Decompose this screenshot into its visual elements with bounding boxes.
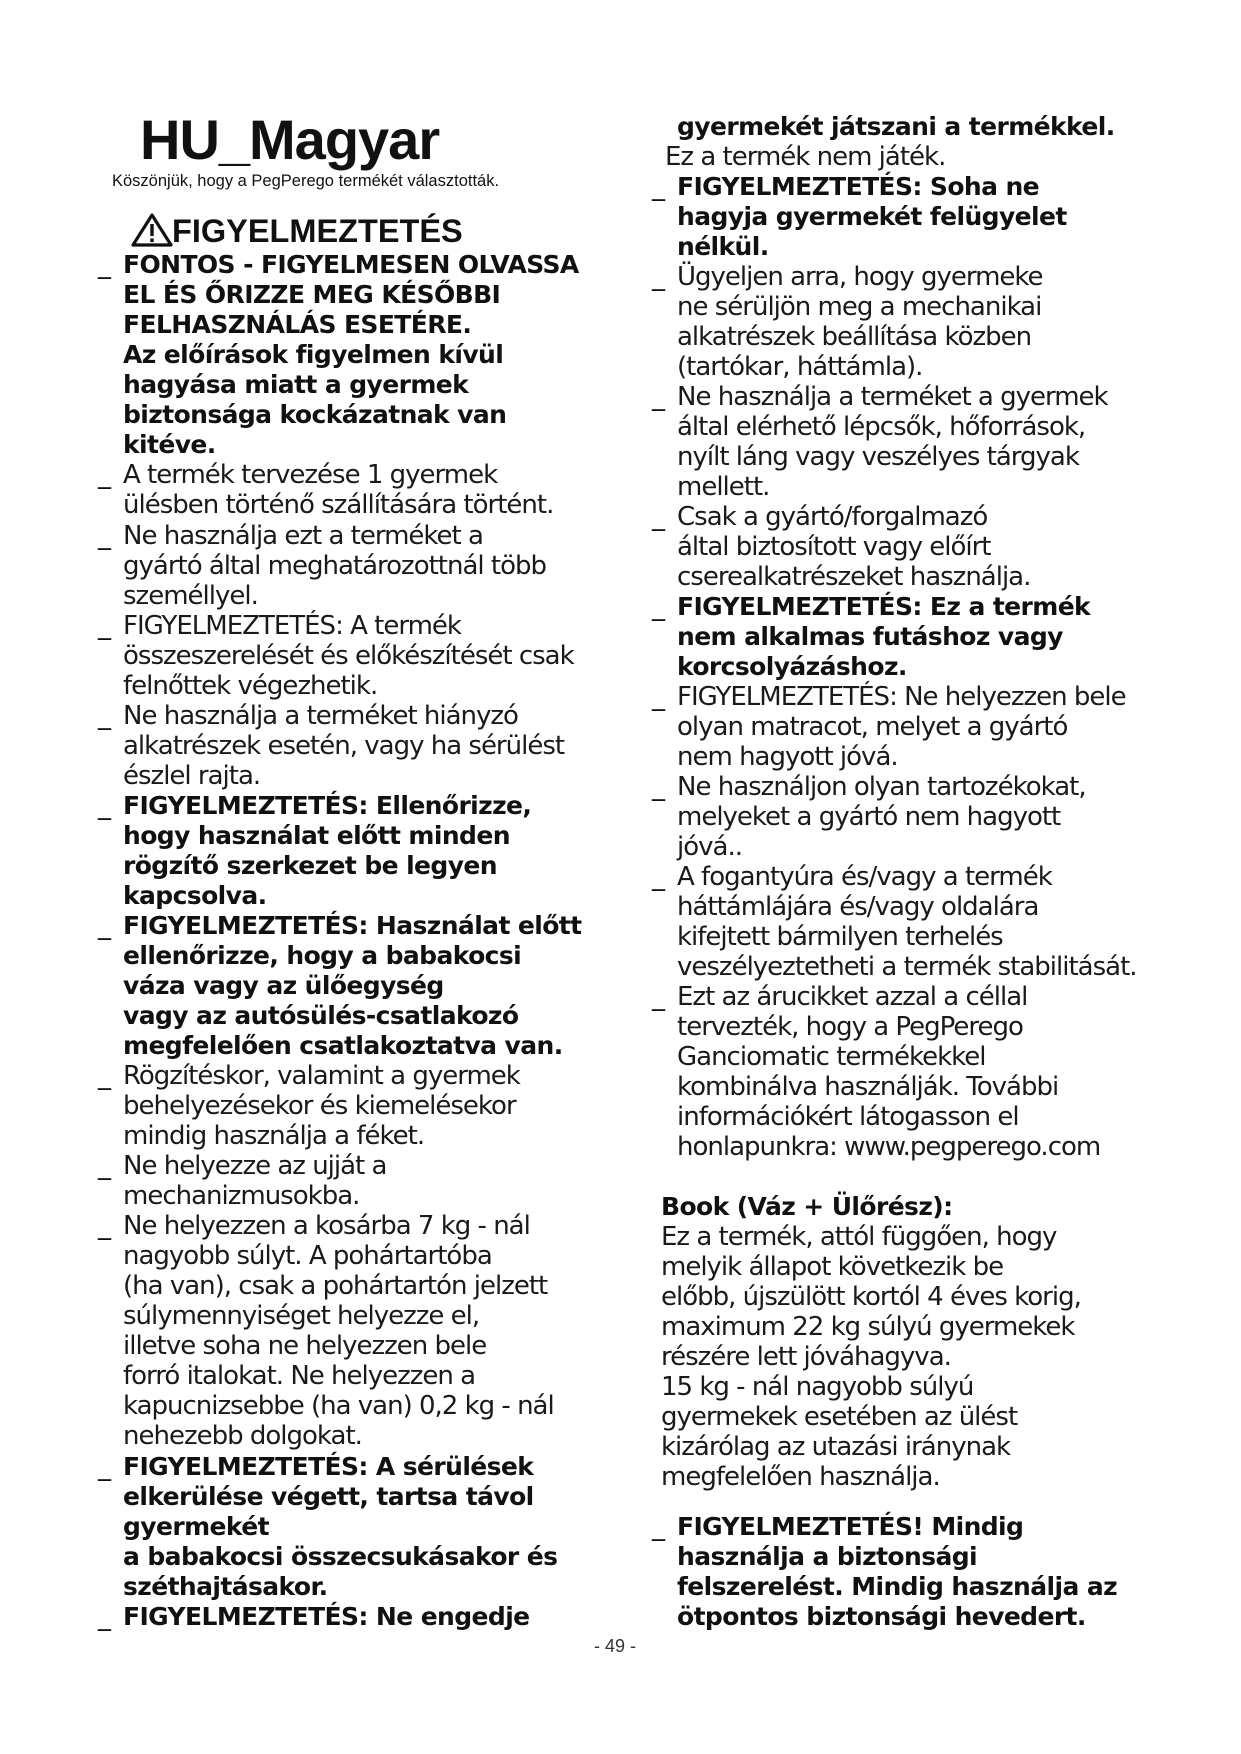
bullet-marker: _	[652, 682, 665, 712]
list-item-text: FIGYELMEZTETÉS: A sérülések elkerülése végett, tartsa távol gyermekét a babakocsi összecsukásakor és széthajtásakor.	[123, 1452, 558, 1601]
list-item-text: FIGYELMEZTETÉS! Mindig használja a biztonsági felszerelést. Mindig használja az ötpontos biztonsági hevedert.	[677, 1512, 1118, 1631]
bullet-marker: _	[98, 611, 111, 641]
list-item	[98, 701, 618, 791]
warning-triangle-icon	[130, 212, 174, 248]
list-item-text: Ne használja ezt a terméket a gyártó által meghatározottnál több személlyel.	[123, 521, 546, 611]
book-paragraph: Ez a termék, attól függően, hogy melyik állapot következik be előbb, újszülött kortól 4 éves korig, maximum 22 kg súlyú gyermekek részére lett jóváhagyva.	[661, 1222, 1081, 1372]
bullet-marker: _	[652, 382, 665, 412]
bullet-marker: _	[98, 1061, 111, 1091]
page-number: - 49 -	[594, 1636, 637, 1656]
bullet-marker: _	[652, 862, 665, 892]
list-item-text: FIGYELMEZTETÉS: Ne engedje	[123, 1602, 530, 1631]
list-item-text: A termék tervezése 1 gyermek ülésben történő szállítására történt.	[123, 460, 554, 520]
list-item	[98, 1061, 618, 1151]
list-item-text: Ezt az árucikket azzal a céllal tervezték, hogy a PegPerego Ganciomatic termékekkel kombinálva használják. További információkért látogasson el honlapunkra: www.pegperego.com	[677, 982, 1101, 1162]
list-item	[652, 862, 1172, 982]
bullet-marker: _	[98, 911, 111, 941]
list-item-text: FIGYELMEZTETÉS: Soha ne hagyja gyermekét felügyelet nélkül.	[677, 172, 1067, 261]
bullet-marker: _	[98, 521, 111, 551]
bullet-marker: _	[98, 701, 111, 731]
list-item-text: FIGYELMEZTETÉS: Ez a termék nem alkalmas futáshoz vagy korcsolyázáshoz.	[677, 592, 1091, 681]
bullet-marker: _	[98, 250, 111, 280]
list-item-text: FIGYELMEZTETÉS: Ne helyezzen bele olyan matracot, melyet a gyártó nem hagyott jóvá.	[677, 682, 1126, 772]
list-item	[652, 772, 1172, 862]
continuation-bold: gyermekét játszani a termékkel.	[677, 112, 1115, 141]
list-item	[652, 502, 1172, 592]
list-item	[98, 1211, 618, 1451]
list-item-text: FIGYELMEZTETÉS: Használat előtt ellenőrizze, hogy a babakocsi váza vagy az ülőegység vagy az autósülés-csatlakozó megfelelően csatlakoztatva van.	[123, 911, 582, 1060]
list-item-text: FIGYELMEZTETÉS: Ellenőrizze, hogy használat előtt minden rögzítő szerkezet be legyen kapcsolva.	[123, 791, 532, 910]
list-item-text: Ne használja a terméket hiányzó alkatrészek esetén, vagy ha sérülést észlel rajta.	[123, 701, 565, 791]
list-item	[98, 791, 618, 911]
list-item	[98, 911, 618, 1061]
bullet-marker: _	[652, 502, 665, 532]
list-item-text: Ne helyezze az ujját a mechanizmusokba.	[123, 1151, 387, 1211]
list-item-text: Ne használja a terméket a gyermek által elérhető lépcsők, hőforrások, nyílt láng vagy veszélyes tárgyak mellett.	[677, 382, 1108, 502]
list-item-text: Ne helyezzen a kosárba 7 kg - nál nagyobb súlyt. A pohártartóba (ha van), csak a pohártartón jelzett súlymennyiséget helyezze el, illetve soha ne helyezzen bele forró italokat. Ne helyezzen a kapucnizsebbe (ha van) 0,2 kg - nál nehezebb dolgokat.	[123, 1211, 554, 1451]
book-paragraph: 15 kg - nál nagyobb súlyú gyermekek esetében az ülést kizárólag az utazási iránynak megfelelően használja.	[661, 1372, 1018, 1492]
list-item	[652, 382, 1172, 502]
list-item	[98, 250, 618, 460]
page-title: HU_Magyar	[140, 108, 440, 171]
bullet-marker: _	[652, 1512, 665, 1542]
list-item-text: FIGYELMEZTETÉS: A termék összeszerelését és előkészítését csak felnőttek végezhetik.	[123, 611, 574, 701]
book-heading: Book (Váz + Ülőrész):	[661, 1192, 953, 1221]
list-item	[652, 1512, 1172, 1632]
bullet-marker: _	[98, 791, 111, 821]
list-item	[652, 262, 1172, 382]
page-subtitle: Köszönjük, hogy a PegPerego termékét választották.	[112, 172, 500, 190]
list-item	[98, 521, 618, 611]
bullet-marker: _	[652, 592, 665, 622]
list-item	[652, 592, 1172, 682]
list-item-text: Rögzítéskor, valamint a gyermek behelyezésekor és kiemelésekor mindig használja a féket.	[123, 1061, 520, 1151]
bullet-marker: _	[652, 982, 665, 1012]
list-item-text: Ügyeljen arra, hogy gyermeke ne sérüljön meg a mechanikai alkatrészek beállítása közben (tartókar, háttámla).	[677, 262, 1043, 382]
list-item	[652, 682, 1172, 772]
bullet-marker: _	[98, 1211, 111, 1241]
list-item	[98, 1151, 618, 1211]
list-item-text: Ne használjon olyan tartozékokat, melyeket a gyártó nem hagyott jóvá..	[677, 772, 1086, 862]
bullet-marker: _	[98, 1452, 111, 1482]
list-item	[98, 460, 618, 520]
list-item	[652, 172, 1172, 262]
continuation-regular: Ez a termék nem játék.	[665, 142, 946, 172]
list-item-text: FONTOS - FIGYELMESEN OLVASSA EL ÉS ŐRIZZE MEG KÉSŐBBI FELHASZNÁLÁS ESETÉRE. Az előírások figyelmen kívül hagyása miatt a gyermek biztonsága kockázatnak van kitéve.	[123, 250, 579, 459]
bullet-marker: _	[98, 1602, 111, 1632]
list-item	[98, 1452, 618, 1602]
list-item-text: A fogantyúra és/vagy a termék háttámlájára és/vagy oldalára kifejtett bármilyen terhelés veszélyeztetheti a termék stabilitását.	[677, 862, 1137, 982]
list-item-text: Csak a gyártó/forgalmazó által biztosított vagy előírt cserealkatrészeket használja.	[677, 502, 1031, 592]
bullet-marker: _	[652, 172, 665, 202]
list-item	[98, 611, 618, 701]
bullet-marker: _	[652, 262, 665, 292]
bullet-marker: _	[98, 460, 111, 490]
warning-heading	[130, 212, 463, 250]
warning-heading-label: FIGYELMEZTETÉS	[172, 213, 463, 249]
bullet-marker: _	[98, 1151, 111, 1181]
list-item	[652, 982, 1172, 1162]
list-item	[98, 1602, 618, 1632]
bullet-marker: _	[652, 772, 665, 802]
